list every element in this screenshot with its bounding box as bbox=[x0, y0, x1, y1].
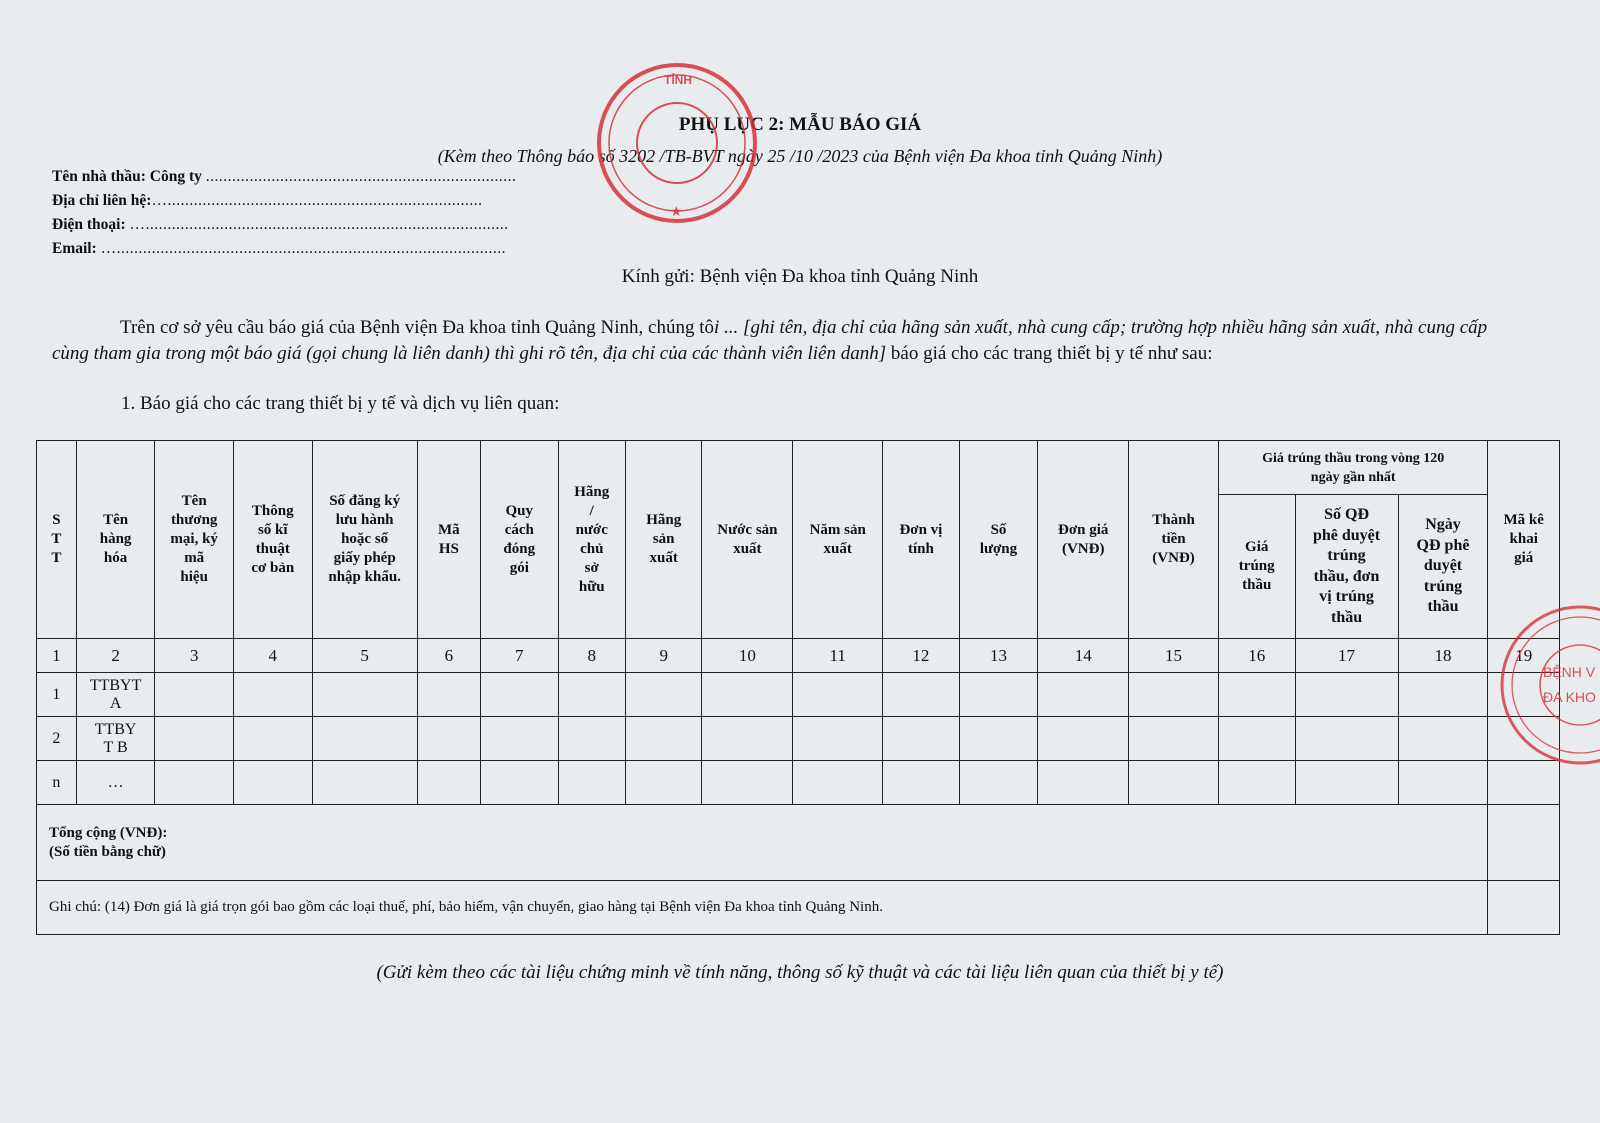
column-number: 14 bbox=[1038, 639, 1129, 673]
seal-text: BỆNH V bbox=[1543, 664, 1596, 680]
table-row bbox=[37, 673, 1560, 717]
field-email bbox=[52, 240, 506, 258]
total-label: Tổng cộng (VNĐ): (Số tiền bằng chữ) bbox=[37, 805, 1488, 881]
intro-text-2: báo giá cho các trang thiết bị y tế như sau: bbox=[886, 343, 1213, 364]
table-row bbox=[37, 761, 1560, 805]
header-ma-ke-khai: Mã kê khai giá bbox=[1488, 441, 1560, 639]
field-contractor-name bbox=[52, 168, 516, 186]
document-subtitle: (Kèm theo Thông báo số 3202 /TB-BVT ngày 25 /10 /2023 của Bệnh viện Đa khoa tỉnh Quảng Ninh) bbox=[437, 146, 1163, 166]
header-so-luong: Số lượng bbox=[959, 441, 1038, 639]
header-so-dang-ky: Số đăng ký lưu hành hoặc số giấy phép nhập khẩu. bbox=[312, 441, 417, 639]
column-number: 8 bbox=[558, 639, 625, 673]
field-dots: …........................................................................ bbox=[151, 192, 483, 209]
quotation-table bbox=[36, 440, 1560, 935]
document-title: PHỤ LỤC 2: MẪU BÁO GIÁ bbox=[678, 114, 922, 135]
recipient-line: Kính gửi: Bệnh viện Đa khoa tỉnh Quảng Ninh bbox=[621, 266, 979, 287]
header-don-gia: Đơn giá (VNĐ) bbox=[1038, 441, 1129, 639]
header-hang-san-xuat: Hãng sản xuất bbox=[625, 441, 702, 639]
column-number: 17 bbox=[1295, 639, 1398, 673]
header-ten-hang-hoa: Tên hàng hóa bbox=[76, 441, 155, 639]
intro-text-1: Trên cơ sở yêu cầu báo giá của Bệnh viện Đa khoa tỉnh Quảng Ninh, chúng tô bbox=[120, 317, 715, 338]
field-label: Điện thoại: bbox=[52, 216, 130, 233]
total-row bbox=[37, 805, 1560, 881]
seal-star-icon: ★ bbox=[670, 205, 683, 220]
column-number: 1 bbox=[37, 639, 77, 673]
column-number: 18 bbox=[1398, 639, 1488, 673]
header-ma-hs: Mã HS bbox=[417, 441, 480, 639]
column-number-row bbox=[37, 639, 1560, 673]
column-number: 13 bbox=[959, 639, 1038, 673]
field-dots: …................................................................................... bbox=[129, 216, 509, 233]
table-row bbox=[37, 717, 1560, 761]
header-ten-thuong-mai: Tên thương mại, ký mã hiệu bbox=[155, 441, 234, 639]
column-number: 19 bbox=[1488, 639, 1560, 673]
header-so-qd: Số QĐ phê duyệt trúng thầu, đơn vị trúng thầu bbox=[1295, 495, 1398, 639]
column-number: 12 bbox=[883, 639, 960, 673]
seal-text: ĐA KHO bbox=[1543, 689, 1596, 705]
section-point-1: 1. Báo giá cho các trang thiết bị y tế và dịch vụ liên quan: bbox=[121, 393, 560, 414]
note-row bbox=[37, 881, 1560, 935]
field-label: Địa chỉ liên hệ: bbox=[52, 192, 152, 209]
header-nuoc-san-xuat: Nước sản xuất bbox=[702, 441, 793, 639]
header-row-1 bbox=[37, 441, 1560, 495]
column-number: 7 bbox=[480, 639, 558, 673]
header-thong-so: Thông số kĩ thuật cơ bản bbox=[233, 441, 312, 639]
header-quy-cach: Quy cách đóng gói bbox=[480, 441, 558, 639]
column-number: 3 bbox=[155, 639, 234, 673]
column-number: 6 bbox=[417, 639, 480, 673]
field-address bbox=[52, 192, 482, 210]
column-number: 5 bbox=[312, 639, 417, 673]
seal-stamp-icon bbox=[592, 58, 762, 228]
row-item-name: TTBYT A bbox=[76, 673, 155, 717]
column-number: 11 bbox=[793, 639, 883, 673]
field-dots: ....................................................................... bbox=[205, 168, 517, 185]
field-phone bbox=[52, 216, 509, 234]
field-label: Tên nhà thầu: Công ty bbox=[52, 168, 206, 185]
row-item-name: … bbox=[76, 761, 155, 805]
seal-text: TỈNH bbox=[664, 73, 692, 87]
intro-text-italic: i ... [ghi tên, địa chỉ của hãng sản xuất, nhà cung cấp; trường hợp nhiều hãng sản xuất, nhà cung cấp cùng tham gia trong một báo giá (gọi chung là liên danh) thì ghi rõ tên, địa chỉ của các thành viên liên danh] bbox=[52, 317, 1488, 364]
header-stt: S T T bbox=[37, 441, 77, 639]
row-stt: 2 bbox=[37, 717, 77, 761]
column-number: 10 bbox=[702, 639, 793, 673]
header-don-vi-tinh: Đơn vị tính bbox=[883, 441, 960, 639]
header-gia-trung-thau-group: Giá trúng thầu trong vòng 120 ngày gần nhất bbox=[1218, 441, 1487, 495]
footer-note: (Gửi kèm theo các tài liệu chứng minh về tính năng, thông số kỹ thuật và các tài liệu liên quan của thiết bị y tế) bbox=[376, 962, 1224, 983]
column-number: 2 bbox=[76, 639, 155, 673]
header-hang-nuoc-chu-so-huu: Hãng / nước chủ sở hữu bbox=[558, 441, 625, 639]
note-text: Ghi chú: (14) Đơn giá là giá trọn gói bao gồm các loại thuế, phí, bảo hiểm, vận chuyển, giao hàng tại Bệnh viện Đa khoa tỉnh Quảng Ninh. bbox=[37, 881, 1488, 935]
field-dots: …......................................................................................... bbox=[100, 240, 507, 257]
column-number: 16 bbox=[1218, 639, 1295, 673]
field-label: Email: bbox=[52, 240, 101, 257]
header-thanh-tien: Thành tiền (VNĐ) bbox=[1129, 441, 1219, 639]
header-gia-trung-thau: Giá trúng thầu bbox=[1218, 495, 1295, 639]
header-nam-san-xuat: Năm sản xuất bbox=[793, 441, 883, 639]
row-item-name: TTBY T B bbox=[76, 717, 155, 761]
column-number: 15 bbox=[1129, 639, 1219, 673]
row-stt: n bbox=[37, 761, 77, 805]
column-number: 4 bbox=[233, 639, 312, 673]
intro-paragraph bbox=[52, 315, 1502, 367]
row-stt: 1 bbox=[37, 673, 77, 717]
column-number: 9 bbox=[625, 639, 702, 673]
header-ngay-qd: Ngày QĐ phê duyệt trúng thầu bbox=[1398, 495, 1488, 639]
